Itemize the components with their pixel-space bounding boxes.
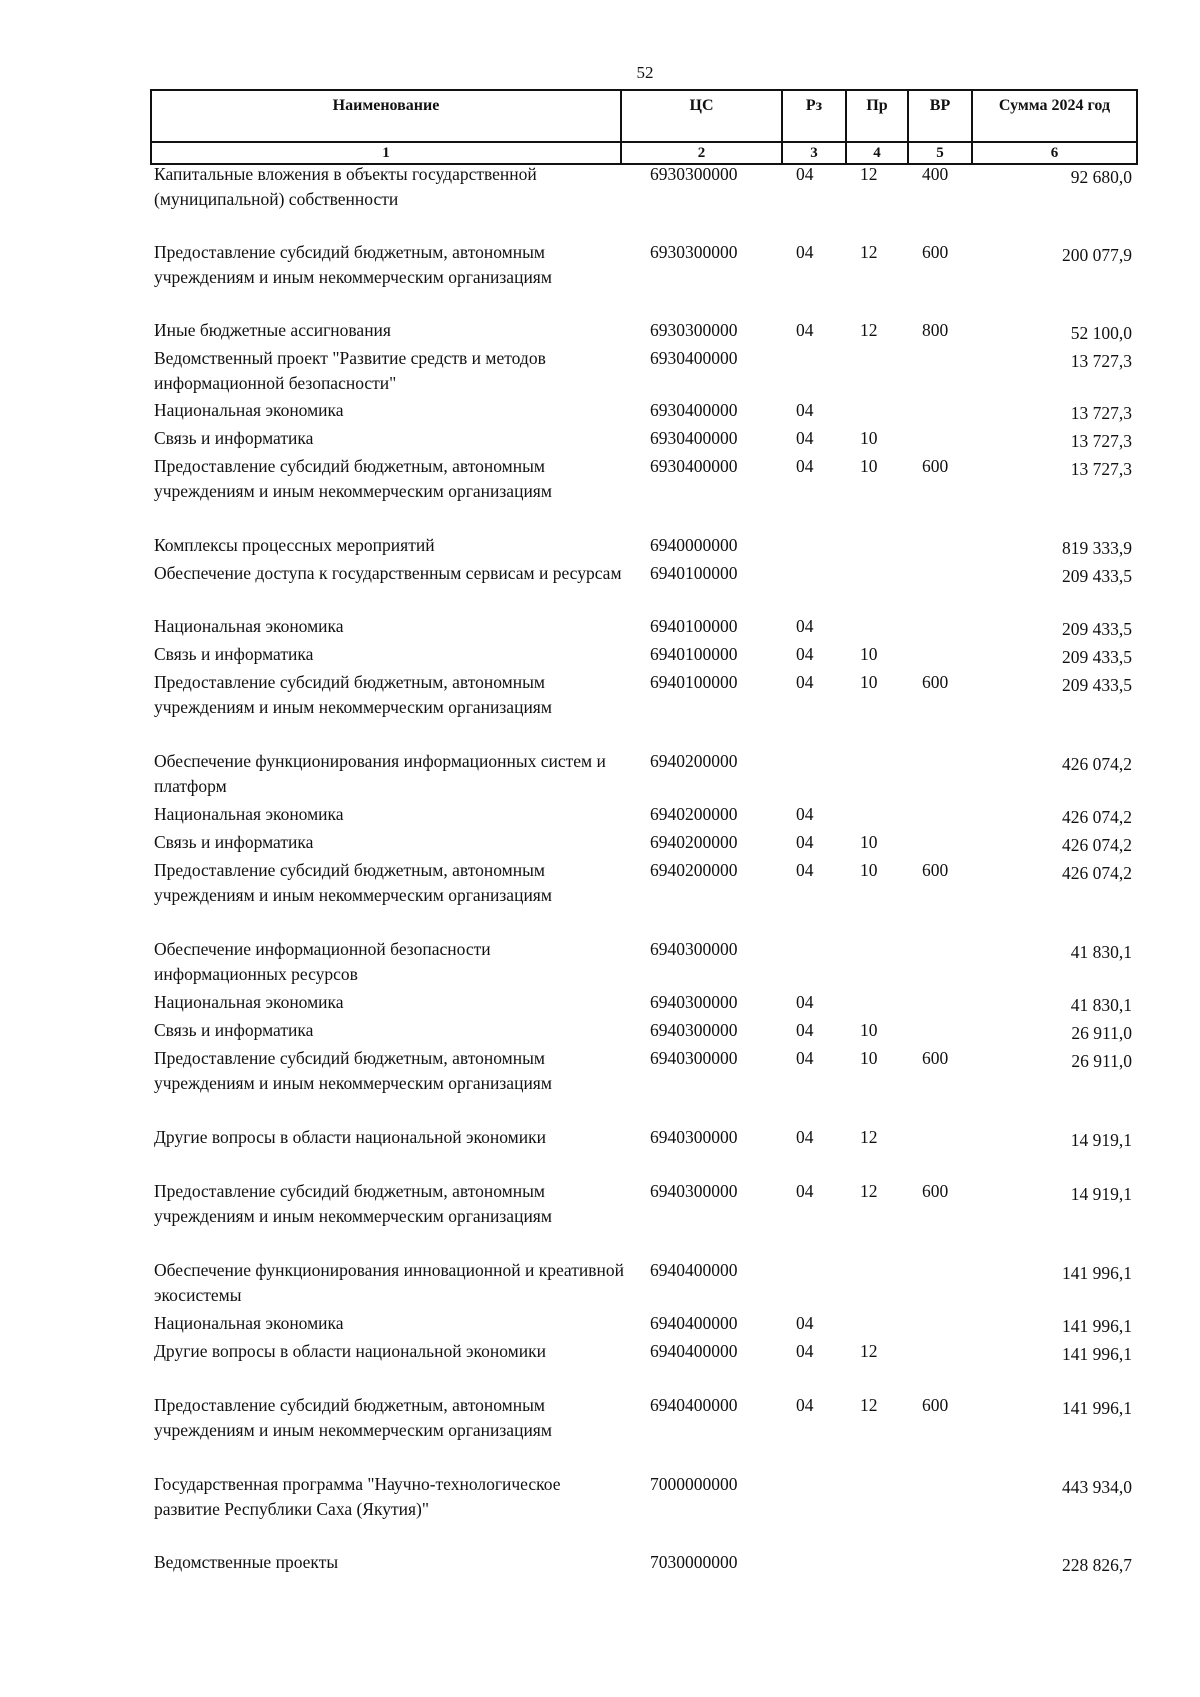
row-sum: 13 727,3 [1070,459,1132,479]
row-cs: 6940200000 [650,860,738,880]
row-cs: 6940300000 [650,1181,738,1201]
row-sum: 819 333,9 [1062,538,1132,558]
row-name: Ведомственный проект "Развитие средств и методов информационной безопасности" [154,348,546,393]
row-cs: 6940200000 [650,804,738,824]
row-sum: 200 077,9 [1062,245,1132,265]
row-rz: 04 [796,992,814,1012]
column-number-4: 4 [846,142,908,164]
row-sum: 52 100,0 [1070,323,1132,343]
row-rz: 04 [796,164,814,184]
row-rz: 04 [796,644,814,664]
row-cs: 7000000000 [650,1474,738,1494]
row-name: Предоставление субсидий бюджетным, автономным учреждениям и иным некоммерческим организациям [154,1395,552,1440]
row-cs: 6940100000 [650,672,738,692]
row-name: Другие вопросы в области национальной экономики [154,1127,546,1147]
row-rz: 04 [796,1395,814,1415]
row-name: Государственная программа "Научно-технологическое развитие Республики Саха (Якутия)" [154,1474,561,1519]
row-sum: 426 074,2 [1062,863,1132,883]
row-name: Капитальные вложения в объекты государственной (муниципальной) собственности [154,164,537,209]
row-vr: 600 [922,860,949,880]
column-number-2: 2 [621,142,782,164]
row-cs: 6940100000 [650,616,738,636]
row-rz: 04 [796,860,814,880]
row-cs: 6930400000 [650,348,738,368]
row-cs: 6940300000 [650,1020,738,1040]
row-pr: 12 [860,1341,878,1361]
row-name: Национальная экономика [154,616,344,636]
row-cs: 6940100000 [650,563,738,583]
row-vr: 600 [922,456,949,476]
row-cs: 6940200000 [650,751,738,771]
row-cs: 6930400000 [650,456,738,476]
row-pr: 10 [860,1048,878,1068]
row-rz: 04 [796,804,814,824]
row-name: Ведомственные проекты [154,1552,339,1572]
row-name: Связь и информатика [154,1020,314,1040]
column-header-cs: ЦС [621,90,782,142]
row-pr: 12 [860,1127,878,1147]
row-rz: 04 [796,1181,814,1201]
row-rz: 04 [796,672,814,692]
column-header-sum: Сумма 2024 год [972,90,1137,142]
row-sum: 209 433,5 [1062,619,1132,639]
column-number-6: 6 [972,142,1137,164]
row-rz: 04 [796,320,814,340]
row-rz: 04 [796,1048,814,1068]
row-cs: 6930400000 [650,428,738,448]
row-vr: 600 [922,1181,949,1201]
row-sum: 26 911,0 [1071,1051,1132,1071]
row-pr: 10 [860,456,878,476]
row-rz: 04 [796,242,814,262]
row-sum: 141 996,1 [1062,1344,1132,1364]
column-header-rz: Рз [782,90,846,142]
row-name: Связь и информатика [154,644,314,664]
row-sum: 14 919,1 [1070,1184,1132,1204]
row-rz: 04 [796,1127,814,1147]
row-cs: 6940400000 [650,1313,738,1333]
row-pr: 10 [860,860,878,880]
row-name: Предоставление субсидий бюджетным, автономным учреждениям и иным некоммерческим организациям [154,672,552,717]
row-sum: 41 830,1 [1070,942,1132,962]
row-pr: 10 [860,832,878,852]
row-vr: 600 [922,1395,949,1415]
row-name: Другие вопросы в области национальной экономики [154,1341,546,1361]
row-rz: 04 [796,1313,814,1333]
column-number-5: 5 [908,142,972,164]
row-sum: 426 074,2 [1062,754,1132,774]
row-sum: 141 996,1 [1062,1398,1132,1418]
row-sum: 209 433,5 [1062,647,1132,667]
row-sum: 141 996,1 [1062,1263,1132,1283]
row-pr: 10 [860,644,878,664]
row-pr: 12 [860,242,878,262]
row-name: Предоставление субсидий бюджетным, автономным учреждениям и иным некоммерческим организациям [154,456,552,501]
row-cs: 6930300000 [650,164,738,184]
row-sum: 426 074,2 [1062,835,1132,855]
row-cs: 6940300000 [650,939,738,959]
row-name: Иные бюджетные ассигнования [154,320,391,340]
row-cs: 6940000000 [650,535,738,555]
column-number-3: 3 [782,142,846,164]
row-sum: 13 727,3 [1070,431,1132,451]
row-name: Предоставление субсидий бюджетным, автономным учреждениям и иным некоммерческим организациям [154,242,552,287]
row-sum: 13 727,3 [1070,403,1132,423]
row-pr: 12 [860,320,878,340]
row-rz: 04 [796,400,814,420]
row-name: Предоставление субсидий бюджетным, автономным учреждениям и иным некоммерческим организациям [154,1048,552,1093]
row-cs: 6940100000 [650,644,738,664]
row-sum: 209 433,5 [1062,675,1132,695]
row-name: Обеспечение функционирования инновационной и креативной экосистемы [154,1260,624,1305]
row-vr: 600 [922,242,949,262]
row-pr: 10 [860,1020,878,1040]
column-number-1: 1 [151,142,621,164]
row-pr: 10 [860,672,878,692]
column-header-name: Наименование [151,90,621,142]
row-rz: 04 [796,428,814,448]
row-cs: 6940400000 [650,1341,738,1361]
row-sum: 209 433,5 [1062,566,1132,586]
row-rz: 04 [796,616,814,636]
row-name: Национальная экономика [154,804,344,824]
column-header-vr: ВР [908,90,972,142]
row-name: Предоставление субсидий бюджетным, автономным учреждениям и иным некоммерческим организациям [154,860,552,905]
row-sum: 228 826,7 [1062,1555,1132,1575]
row-sum: 92 680,0 [1070,167,1132,187]
row-cs: 6930300000 [650,242,738,262]
row-name: Обеспечение функционирования информационных систем и платформ [154,751,606,796]
row-vr: 400 [922,164,949,184]
row-cs: 6940200000 [650,832,738,852]
row-name: Национальная экономика [154,1313,344,1333]
row-sum: 443 934,0 [1062,1477,1132,1497]
row-cs: 6930400000 [650,400,738,420]
row-sum: 41 830,1 [1070,995,1132,1015]
table-header [150,89,1138,165]
page-number: 52 [636,63,654,82]
row-cs: 6940300000 [650,992,738,1012]
column-header-pr: Пр [846,90,908,142]
row-name: Связь и информатика [154,428,314,448]
row-sum: 14 919,1 [1070,1130,1132,1150]
row-sum: 26 911,0 [1071,1023,1132,1043]
row-vr: 600 [922,1048,949,1068]
row-name: Комплексы процессных мероприятий [154,535,435,555]
row-pr: 12 [860,164,878,184]
row-cs: 6940400000 [650,1395,738,1415]
row-name: Национальная экономика [154,400,344,420]
row-pr: 10 [860,428,878,448]
row-rz: 04 [796,1020,814,1040]
row-cs: 6940400000 [650,1260,738,1280]
row-cs: 6930300000 [650,320,738,340]
row-pr: 12 [860,1395,878,1415]
row-sum: 426 074,2 [1062,807,1132,827]
row-name: Связь и информатика [154,832,314,852]
row-sum: 141 996,1 [1062,1316,1132,1336]
row-vr: 600 [922,672,949,692]
row-cs: 7030000000 [650,1552,738,1572]
row-rz: 04 [796,456,814,476]
row-rz: 04 [796,1341,814,1361]
row-name: Предоставление субсидий бюджетным, автономным учреждениям и иным некоммерческим организациям [154,1181,552,1226]
row-vr: 800 [922,320,949,340]
row-name: Национальная экономика [154,992,344,1012]
row-pr: 12 [860,1181,878,1201]
row-rz: 04 [796,832,814,852]
row-cs: 6940300000 [650,1127,738,1147]
row-name: Обеспечение доступа к государственным сервисам и ресурсам [154,563,622,583]
row-name: Обеспечение информационной безопасности информационных ресурсов [154,939,491,984]
row-sum: 13 727,3 [1070,351,1132,371]
row-cs: 6940300000 [650,1048,738,1068]
